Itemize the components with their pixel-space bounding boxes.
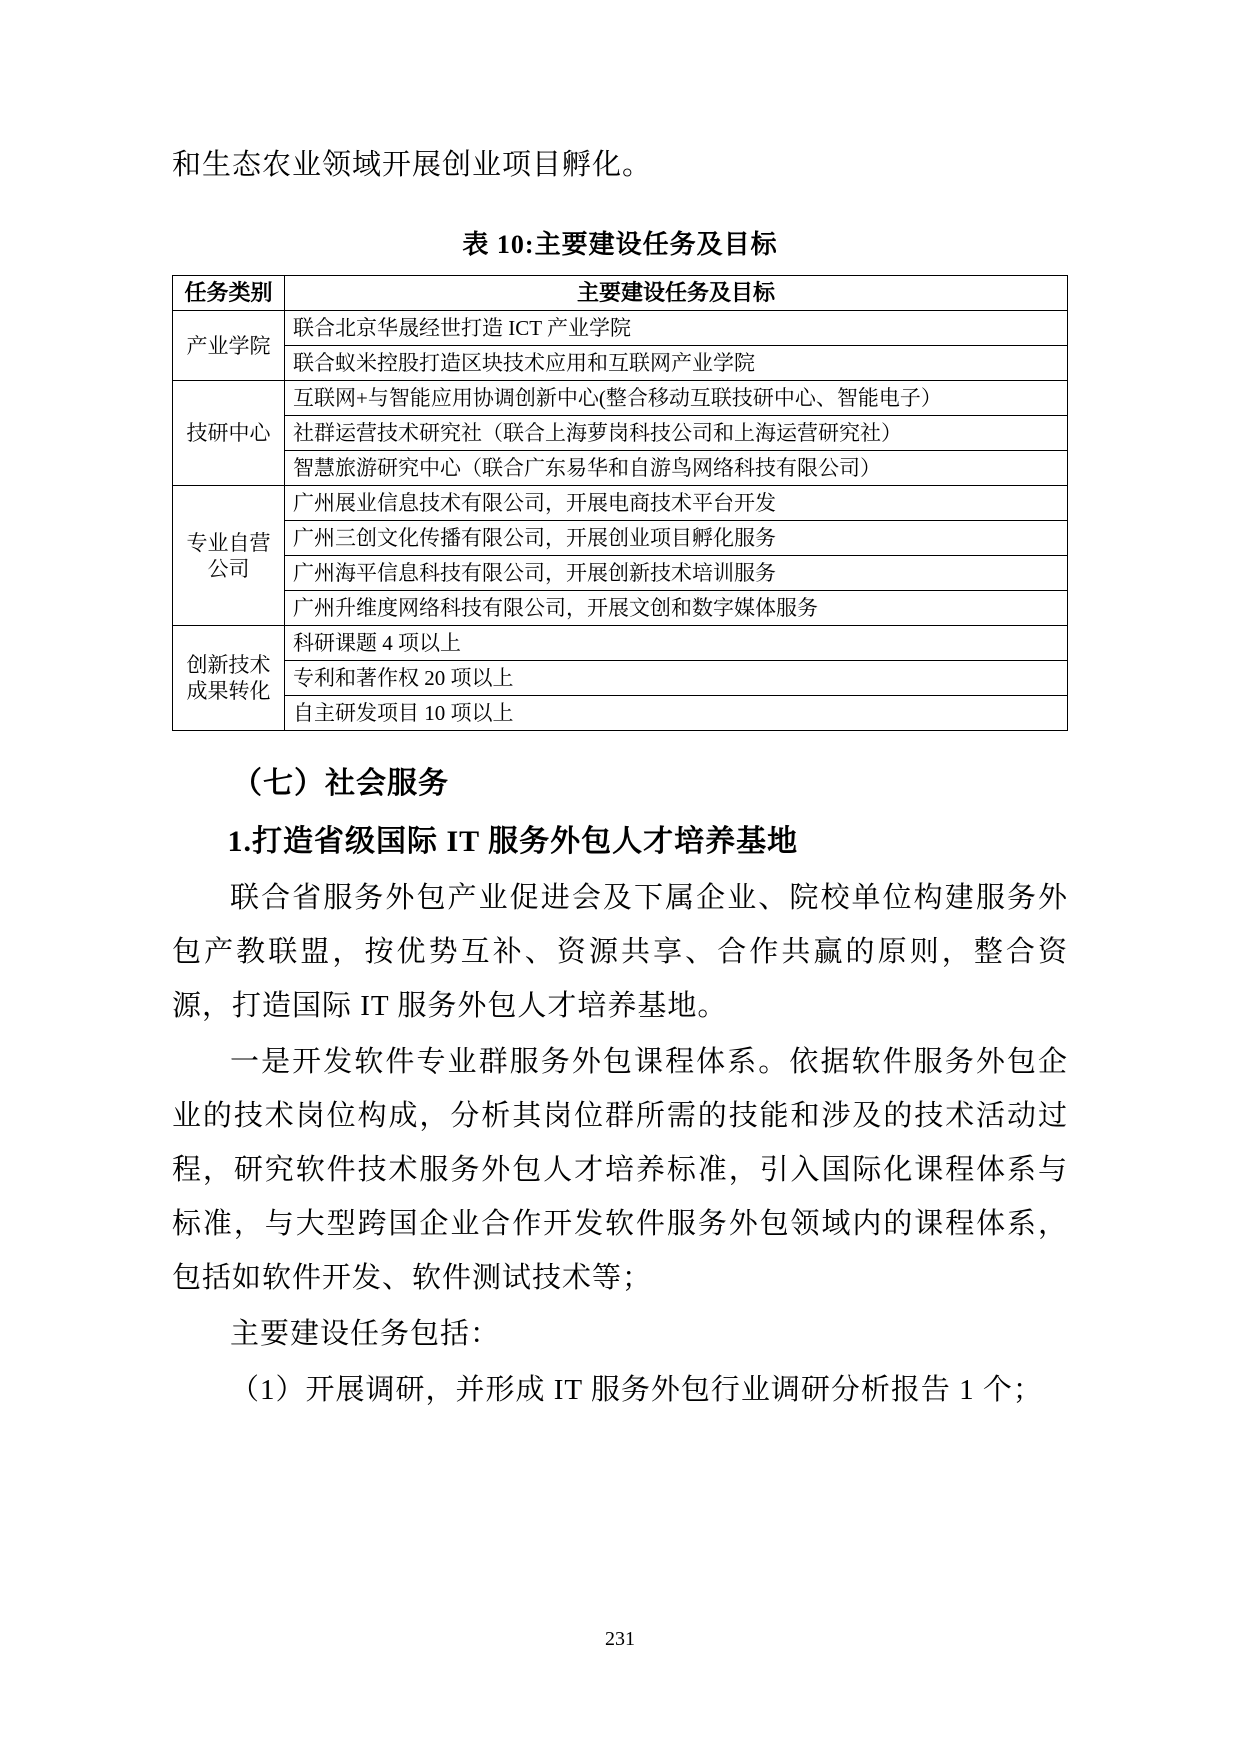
task-cell: 自主研发项目 10 项以上 <box>285 696 1068 731</box>
table-row <box>173 416 1068 451</box>
table-row <box>173 521 1068 556</box>
task-cell: 联合北京华晟经世打造 ICT 产业学院 <box>285 311 1068 346</box>
tasks-table-body <box>173 311 1068 731</box>
paragraph-1: 联合省服务外包产业促进会及下属企业、院校单位构建服务外包产教联盟，按优势互补、资源共享、合作共赢的原则，整合资源，打造国际 IT 服务外包人才培养基地。 <box>172 882 1068 1022</box>
table-row <box>173 556 1068 591</box>
table-row <box>173 486 1068 521</box>
table-row <box>173 661 1068 696</box>
task-cell: 广州展业信息技术有限公司，开展电商技术平台开发 <box>285 486 1068 521</box>
category-cell: 创新技术 成果转化 <box>173 626 285 731</box>
subsection-heading: 1.打造省级国际 IT 服务外包人才培养基地 <box>227 825 799 858</box>
task-cell: 科研课题 4 项以上 <box>285 626 1068 661</box>
page-number: 231 <box>605 1628 635 1650</box>
table-row <box>173 626 1068 661</box>
table-row <box>173 591 1068 626</box>
table-title: 表 10:主要建设任务及目标 <box>462 230 778 259</box>
paragraph-3: 主要建设任务包括： <box>230 1318 501 1350</box>
header-category: 任务类别 <box>173 276 285 311</box>
task-cell: 广州海平信息科技有限公司，开展创新技术培训服务 <box>285 556 1068 591</box>
header-tasks: 主要建设任务及目标 <box>285 276 1068 311</box>
category-cell: 专业自营 公司 <box>173 486 285 626</box>
task-cell: 专利和著作权 20 项以上 <box>285 661 1068 696</box>
task-cell: 联合蚁米控股打造区块技术应用和互联网产业学院 <box>285 346 1068 381</box>
intro-paragraph: 和生态农业领域开展创业项目孵化。 <box>172 149 653 181</box>
tasks-table <box>172 275 1068 731</box>
task-cell: 智慧旅游研究中心（联合广东易华和自游鸟网络科技有限公司） <box>285 451 1068 486</box>
task-cell: 广州三创文化传播有限公司，开展创业项目孵化服务 <box>285 521 1068 556</box>
table-row <box>173 381 1068 416</box>
task-cell: 互联网+与智能应用协调创新中心(整合移动互联技研中心、智能电子） <box>285 381 1068 416</box>
table-row <box>173 451 1068 486</box>
section-heading: （七）社会服务 <box>232 767 449 800</box>
category-cell: 技研中心 <box>173 381 285 486</box>
paragraph-2: 一是开发软件专业群服务外包课程体系。依据软件服务外包企业的技术岗位构成，分析其岗位群所需的技能和涉及的技术活动过程，研究软件技术服务外包人才培养标准，引入国际化课程体系与标准，与大型跨国企业合作开发软件服务外包领域内的课程体系，包括如软件开发、软件测试技术等； <box>172 1046 1068 1294</box>
category-cell: 产业学院 <box>173 311 285 381</box>
table-row <box>173 696 1068 731</box>
task-cell: 广州升维度网络科技有限公司，开展文创和数字媒体服务 <box>285 591 1068 626</box>
table-header-row <box>173 276 1068 311</box>
task-cell: 社群运营技术研究社（联合上海萝岗科技公司和上海运营研究社） <box>285 416 1068 451</box>
table-row <box>173 311 1068 346</box>
paragraph-4: （1）开展调研，并形成 IT 服务外包行业调研分析报告 1 个； <box>230 1374 1043 1406</box>
table-row <box>173 346 1068 381</box>
